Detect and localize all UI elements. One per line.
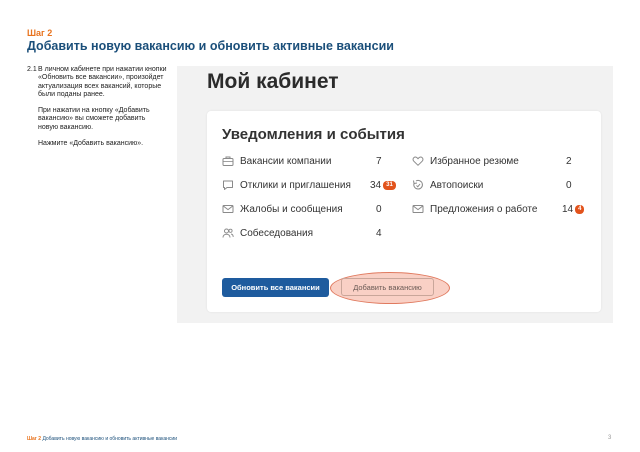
- count-value: 7: [376, 155, 382, 167]
- count-value: 0: [376, 203, 382, 215]
- instruction-paragraph-2: При нажатии на кнопку «Добавить вакансию» вы сможете добавить новую вакансию.: [38, 107, 150, 131]
- card-title: Уведомления и события: [222, 126, 405, 143]
- count-value: 34: [370, 179, 382, 191]
- briefcase-icon: [222, 155, 234, 167]
- chat-icon: [222, 179, 234, 191]
- item-complaints-messages[interactable]: [222, 202, 343, 216]
- users-icon: [222, 227, 234, 239]
- count-value: 14: [562, 203, 574, 215]
- item-label: Жалобы и сообщения: [240, 203, 343, 215]
- new-badge: 4: [575, 205, 584, 214]
- notifications-card: [207, 111, 601, 312]
- item-label: Собеседования: [240, 227, 313, 239]
- cabinet-screenshot: [177, 66, 613, 323]
- instruction-paragraph-1: В личном кабинете при нажатии кнопки «Обновить все вакансии», произойдет актуализация всех вакансий, которые были поданы ранее.: [38, 66, 167, 98]
- update-all-vacancies-button[interactable]: Обновить все вакансии: [222, 278, 329, 297]
- item-count: [376, 226, 382, 240]
- heart-icon: [412, 155, 424, 167]
- item-autosearch[interactable]: [412, 178, 483, 192]
- item-count: [376, 202, 382, 216]
- item-label: Предложения о работе: [430, 203, 538, 215]
- page-title: Добавить новую вакансию и обновить активные вакансии: [27, 39, 394, 53]
- item-count: [370, 178, 396, 192]
- item-interviews[interactable]: [222, 226, 313, 240]
- count-value: 0: [566, 179, 572, 191]
- add-vacancy-button[interactable]: Добавить вакансию: [341, 278, 434, 296]
- footer: [27, 436, 177, 442]
- footer-step: Шаг 2: [27, 436, 42, 442]
- item-label: Автопоиски: [430, 179, 484, 191]
- item-label: Избранное резюме: [430, 155, 519, 167]
- cabinet-title: Мой кабинет: [207, 70, 339, 93]
- mail-icon: [412, 203, 424, 215]
- count-value: 2: [566, 155, 572, 167]
- instruction-paragraph-3: Нажмите «Добавить вакансию».: [38, 140, 144, 148]
- instructions: [27, 66, 167, 156]
- new-badge: 31: [383, 181, 396, 190]
- item-job-offers[interactable]: [412, 202, 537, 216]
- count-value: 4: [376, 227, 382, 239]
- footer-text: Добавить новую вакансию и обновить активные вакансии: [42, 436, 178, 442]
- item-count: [376, 154, 382, 168]
- item-favorite-resumes[interactable]: [412, 154, 519, 168]
- item-count: [566, 178, 572, 192]
- item-company-vacancies[interactable]: [222, 154, 331, 168]
- step-label: Шаг 2: [27, 28, 53, 38]
- item-label: Отклики и приглашения: [240, 179, 351, 191]
- item-count: [566, 154, 572, 168]
- mail-icon: [222, 203, 234, 215]
- item-count: [562, 202, 584, 216]
- item-label: Вакансии компании: [240, 155, 332, 167]
- page-number: 3: [608, 435, 612, 441]
- autosearch-icon: [412, 179, 424, 191]
- instruction-number: 2.1: [27, 66, 37, 73]
- item-responses-invitations[interactable]: [222, 178, 351, 192]
